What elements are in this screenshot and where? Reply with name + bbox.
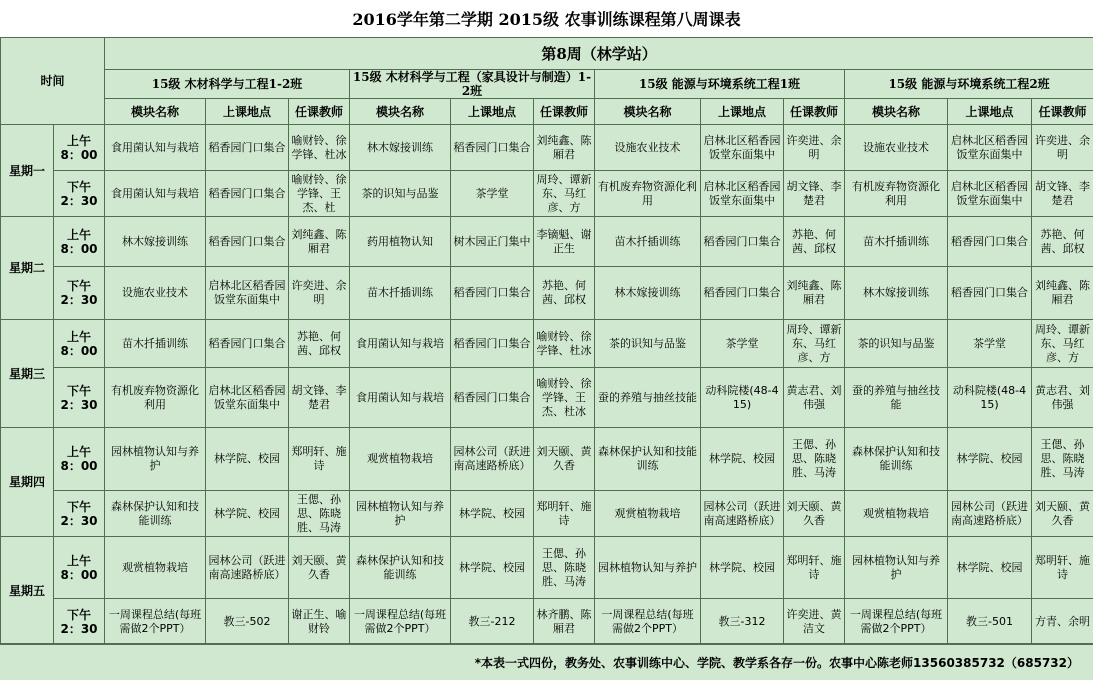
day-label: 星期二	[1, 217, 54, 320]
time-slot-line: 下午	[67, 383, 92, 398]
module-name-cell: 食用菌认知与栽培	[105, 125, 206, 171]
location-cell: 树木园正门集中	[451, 217, 534, 267]
teacher-cell: 郑明轩、施诗	[784, 537, 845, 599]
teacher-cell: 刘天颐、黄久香	[534, 428, 595, 491]
teacher-cell: 胡文锋、李楚君	[289, 368, 350, 428]
time-slot-line: 上午	[67, 227, 92, 242]
location-cell: 林学院、校园	[451, 537, 534, 599]
module-name-cell: 茶的识知与品鉴	[350, 171, 451, 217]
teacher-cell: 刘纯鑫、陈厢君	[784, 267, 845, 320]
time-slot-line: 上午	[67, 445, 92, 459]
column-header: 任课教师	[534, 99, 595, 125]
location-cell: 稻香园门口集合	[451, 267, 534, 320]
module-name-cell: 设施农业技术	[595, 125, 701, 171]
module-name-cell: 蚕的养殖与抽丝技能	[595, 368, 701, 428]
teacher-cell: 许奕进、余明	[1032, 125, 1093, 171]
schedule-row	[1, 368, 1093, 428]
location-cell: 稻香园门口集合	[701, 267, 784, 320]
time-slot	[54, 599, 105, 645]
time-slot	[54, 491, 105, 537]
teacher-cell: 喻财铃、徐学锋、杜冰	[289, 125, 350, 171]
day-label: 星期一	[1, 125, 54, 217]
time-slot-line: 8：00	[60, 147, 98, 162]
time-slot-line: 2：30	[60, 397, 98, 412]
time-slot-line: 下午	[67, 499, 92, 514]
time-slot-line: 8：00	[60, 343, 98, 358]
schedule-row	[1, 320, 1093, 368]
module-name-cell: 林木嫁接训练	[105, 217, 206, 267]
time-slot-line: 上午	[67, 329, 92, 344]
day-label: 星期五	[1, 537, 54, 645]
teacher-cell: 郑明轩、施诗	[1032, 537, 1093, 599]
module-name-cell: 观赏植物栽培	[845, 491, 948, 537]
class-header: 15级 能源与环境系统工程1班	[595, 70, 845, 99]
module-name-cell: 林木嫁接训练	[350, 125, 451, 171]
time-slot-line: 下午	[67, 179, 92, 194]
module-name-cell: 食用菌认知与栽培	[350, 368, 451, 428]
module-name-cell: 林木嫁接训练	[845, 267, 948, 320]
class-header: 15级 木材科学与工程（家具设计与制造）1-2班	[350, 70, 595, 99]
time-slot	[54, 368, 105, 428]
location-cell: 动科院楼(48-415)	[701, 368, 784, 428]
teacher-cell: 李镝魁、谢正生	[534, 217, 595, 267]
location-cell: 稻香园门口集合	[451, 125, 534, 171]
module-name-cell: 苗木扦插训练	[845, 217, 948, 267]
location-cell: 林学院、校园	[206, 428, 289, 491]
location-cell: 教三-502	[206, 599, 289, 645]
column-header: 任课教师	[784, 99, 845, 125]
schedule-row	[1, 267, 1093, 320]
module-name-cell: 园林植物认知与养护	[595, 537, 701, 599]
week-header: 第8周（林学站）	[105, 38, 1093, 70]
teacher-cell: 喻财铃、徐学锋、王杰、杜冰	[534, 368, 595, 428]
footer-note: *本表一式四份，教务处、农事训练中心、学院、教学系各存一份。农事中心陈老师13560385732（685732）	[0, 643, 1093, 680]
location-cell: 启林北区稻香园饭堂东面集中	[948, 171, 1032, 217]
location-cell: 稻香园门口集合	[948, 267, 1032, 320]
module-name-cell: 林木嫁接训练	[595, 267, 701, 320]
location-cell: 稻香园门口集合	[701, 217, 784, 267]
module-name-cell: 设施农业技术	[845, 125, 948, 171]
module-name-cell: 蚕的养殖与抽丝技能	[845, 368, 948, 428]
module-name-cell: 食用菌认知与栽培	[350, 320, 451, 368]
teacher-cell: 王偲、孙思、陈晓胜、马涛	[534, 537, 595, 599]
module-name-cell: 苗木扦插训练	[350, 267, 451, 320]
teacher-cell: 苏艳、何茜、邱权	[784, 217, 845, 267]
teacher-cell: 许奕进、黄洁文	[784, 599, 845, 645]
time-slot-line: 上午	[67, 133, 92, 148]
column-header: 模块名称	[595, 99, 701, 125]
time-slot	[54, 428, 105, 491]
schedule-row	[1, 217, 1093, 267]
schedule-row	[1, 599, 1093, 645]
teacher-cell: 刘天颐、黄久香	[289, 537, 350, 599]
schedule-row	[1, 171, 1093, 217]
module-name-cell: 苗木扦插训练	[595, 217, 701, 267]
location-cell: 动科院楼(48-415)	[948, 368, 1032, 428]
teacher-cell: 苏艳、何茜、邱权	[1032, 217, 1093, 267]
teacher-cell: 喻财铃、徐学锋、王杰、杜	[289, 171, 350, 217]
location-cell: 稻香园门口集合	[451, 320, 534, 368]
teacher-cell: 方青、余明	[1032, 599, 1093, 645]
time-slot-line: 8：00	[60, 567, 98, 582]
module-name-cell: 森林保护认知和技能训练	[845, 428, 948, 491]
teacher-cell: 苏艳、何茜、邱权	[289, 320, 350, 368]
location-cell: 园林公司（跃进南高速路桥底）	[701, 491, 784, 537]
teacher-cell: 黄志君、刘伟强	[784, 368, 845, 428]
module-name-cell: 设施农业技术	[105, 267, 206, 320]
time-slot-line: 下午	[67, 607, 92, 622]
schedule-row	[1, 428, 1093, 491]
day-label: 星期四	[1, 428, 54, 537]
location-cell: 教三-212	[451, 599, 534, 645]
teacher-cell: 王偲、孙思、陈晓胜、马涛	[289, 491, 350, 537]
location-cell: 稻香园门口集合	[451, 368, 534, 428]
schedule-row	[1, 491, 1093, 537]
teacher-cell: 郑明轩、施诗	[289, 428, 350, 491]
schedule-table	[0, 37, 1093, 645]
module-name-cell: 茶的识知与品鉴	[595, 320, 701, 368]
teacher-cell: 林齐鹏、陈厢君	[534, 599, 595, 645]
column-header: 模块名称	[845, 99, 948, 125]
column-header: 任课教师	[1032, 99, 1093, 125]
class-header: 15级 木材科学与工程1-2班	[105, 70, 350, 99]
teacher-cell: 刘纯鑫、陈厢君	[534, 125, 595, 171]
module-name-cell: 一周课程总结(每班需做2个PPT）	[595, 599, 701, 645]
location-cell: 教三-312	[701, 599, 784, 645]
time-slot-line: 8：00	[60, 459, 98, 473]
location-cell: 稻香园门口集合	[206, 171, 289, 217]
module-name-cell: 园林植物认知与养护	[845, 537, 948, 599]
page-title: 2016学年第二学期 2015级 农事训练课程第八周课表	[0, 0, 1093, 38]
time-slot-line: 2：30	[60, 513, 98, 528]
module-name-cell: 园林植物认知与养护	[105, 428, 206, 491]
module-name-cell: 一周课程总结(每班需做2个PPT）	[845, 599, 948, 645]
schedule-row	[1, 125, 1093, 171]
time-slot	[54, 217, 105, 267]
location-cell: 启林北区稻香园饭堂东面集中	[701, 125, 784, 171]
teacher-cell: 刘天颐、黄久香	[784, 491, 845, 537]
location-cell: 启林北区稻香园饭堂东面集中	[948, 125, 1032, 171]
location-cell: 林学院、校园	[701, 537, 784, 599]
location-cell: 启林北区稻香园饭堂东面集中	[206, 267, 289, 320]
time-slot-line: 2：30	[60, 293, 98, 307]
location-cell: 园林公司（跃进南高速路桥底）	[206, 537, 289, 599]
location-cell: 林学院、校园	[701, 428, 784, 491]
teacher-cell: 苏艳、何茜、邱权	[534, 267, 595, 320]
teacher-cell: 胡文锋、李楚君	[784, 171, 845, 217]
teacher-cell: 胡文锋、李楚君	[1032, 171, 1093, 217]
location-cell: 林学院、校园	[948, 537, 1032, 599]
teacher-cell: 刘纯鑫、陈厢君	[289, 217, 350, 267]
location-cell: 启林北区稻香园饭堂东面集中	[206, 368, 289, 428]
module-name-cell: 观赏植物栽培	[105, 537, 206, 599]
time-slot	[54, 267, 105, 320]
location-cell: 教三-501	[948, 599, 1032, 645]
location-cell: 林学院、校园	[206, 491, 289, 537]
module-name-cell: 观赏植物栽培	[595, 491, 701, 537]
teacher-cell: 黄志君、刘伟强	[1032, 368, 1093, 428]
module-name-cell: 有机废弃物资源化利用	[595, 171, 701, 217]
column-header: 任课教师	[289, 99, 350, 125]
module-name-cell: 有机废弃物资源化利用	[845, 171, 948, 217]
module-name-cell: 一周课程总结(每班需做2个PPT）	[350, 599, 451, 645]
module-name-cell: 一周课程总结(每班需做2个PPT）	[105, 599, 206, 645]
teacher-cell: 喻财铃、徐学锋、杜冰	[534, 320, 595, 368]
module-name-cell: 苗木扦插训练	[105, 320, 206, 368]
module-name-cell: 园林植物认知与养护	[350, 491, 451, 537]
schedule-row	[1, 537, 1093, 599]
teacher-cell: 周玲、谭新东、马红彦、方	[784, 320, 845, 368]
time-slot-line: 2：30	[60, 193, 98, 208]
location-cell: 稻香园门口集合	[206, 217, 289, 267]
location-cell: 茶学堂	[451, 171, 534, 217]
location-cell: 园林公司（跃进南高速路桥底）	[948, 491, 1032, 537]
column-header: 上课地点	[701, 99, 784, 125]
location-cell: 稻香园门口集合	[948, 217, 1032, 267]
teacher-cell: 刘天颐、黄久香	[1032, 491, 1093, 537]
teacher-cell: 许奕进、余明	[289, 267, 350, 320]
day-label: 星期三	[1, 320, 54, 428]
time-slot	[54, 125, 105, 171]
module-name-cell: 药用植物认知	[350, 217, 451, 267]
column-header: 模块名称	[105, 99, 206, 125]
teacher-cell: 王偲、孙思、陈晓胜、马涛	[784, 428, 845, 491]
teacher-cell: 许奕进、余明	[784, 125, 845, 171]
teacher-cell: 郑明轩、施诗	[534, 491, 595, 537]
module-name-cell: 森林保护认知和技能训练	[350, 537, 451, 599]
teacher-cell: 周玲、谭新东、马红彦、方	[1032, 320, 1093, 368]
time-header: 时间	[1, 38, 105, 125]
module-name-cell: 有机废弃物资源化利用	[105, 368, 206, 428]
module-name-cell: 食用菌认知与栽培	[105, 171, 206, 217]
time-slot	[54, 537, 105, 599]
column-header: 上课地点	[206, 99, 289, 125]
time-slot-line: 上午	[67, 553, 92, 568]
location-cell: 稻香园门口集合	[206, 320, 289, 368]
location-cell: 林学院、校园	[451, 491, 534, 537]
location-cell: 启林北区稻香园饭堂东面集中	[701, 171, 784, 217]
column-header: 上课地点	[451, 99, 534, 125]
time-slot-line: 2：30	[60, 621, 98, 636]
module-name-cell: 观赏植物栽培	[350, 428, 451, 491]
location-cell: 园林公司（跃进南高速路桥底）	[451, 428, 534, 491]
class-header: 15级 能源与环境系统工程2班	[845, 70, 1093, 99]
time-slot-line: 下午	[67, 279, 92, 293]
location-cell: 茶学堂	[948, 320, 1032, 368]
teacher-cell: 刘纯鑫、陈厢君	[1032, 267, 1093, 320]
module-name-cell: 森林保护认知和技能训练	[105, 491, 206, 537]
time-slot-line: 8：00	[60, 241, 98, 256]
time-slot	[54, 171, 105, 217]
teacher-cell: 周玲、谭新东、马红彦、方	[534, 171, 595, 217]
module-name-cell: 茶的识知与品鉴	[845, 320, 948, 368]
location-cell: 茶学堂	[701, 320, 784, 368]
module-name-cell: 森林保护认知和技能训练	[595, 428, 701, 491]
teacher-cell: 王偲、孙思、陈晓胜、马涛	[1032, 428, 1093, 491]
teacher-cell: 谢正生、喻财铃	[289, 599, 350, 645]
time-slot	[54, 320, 105, 368]
location-cell: 林学院、校园	[948, 428, 1032, 491]
column-header: 上课地点	[948, 99, 1032, 125]
column-header: 模块名称	[350, 99, 451, 125]
location-cell: 稻香园门口集合	[206, 125, 289, 171]
